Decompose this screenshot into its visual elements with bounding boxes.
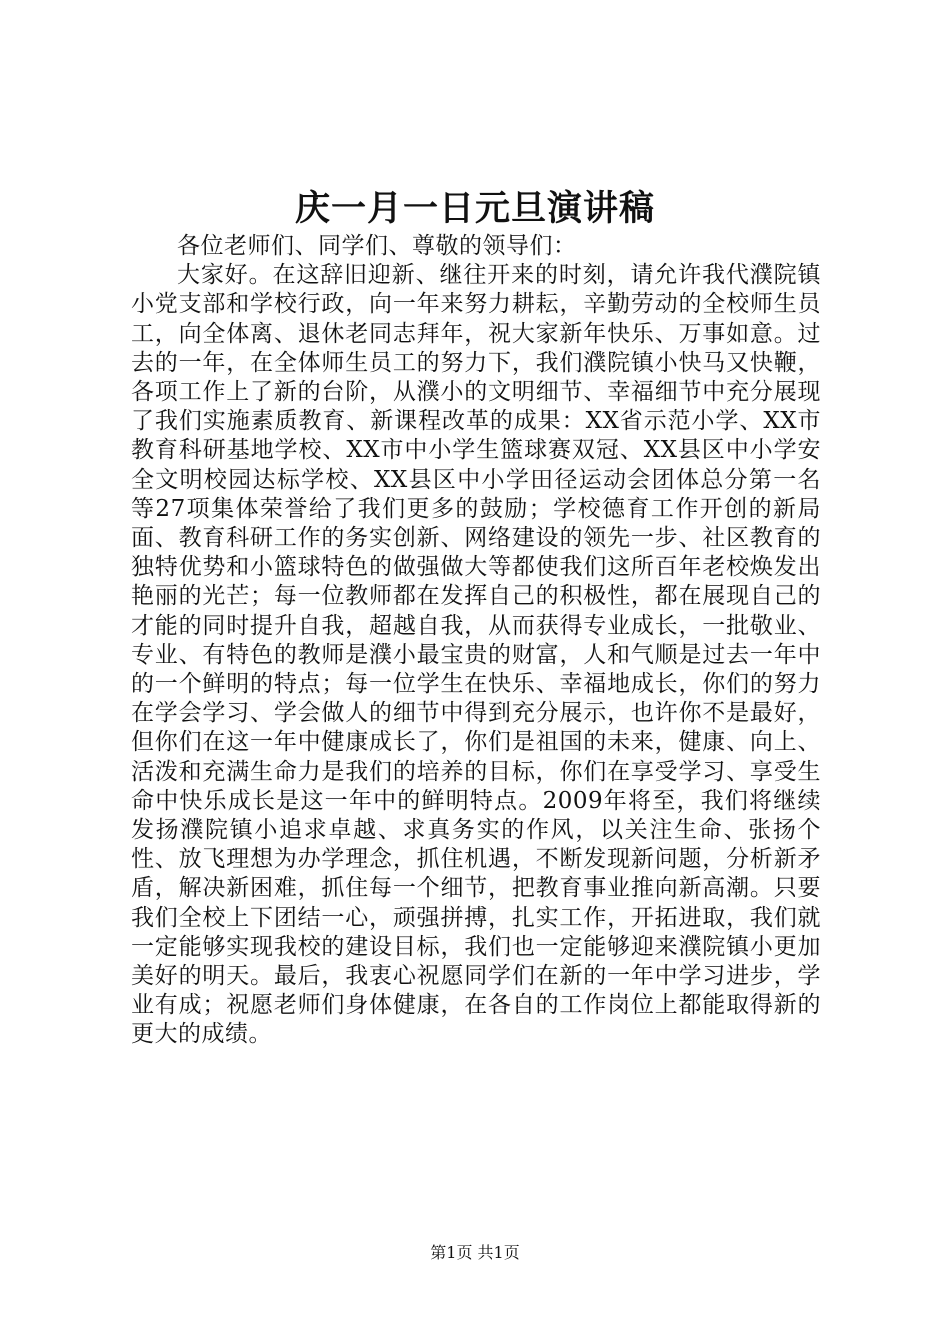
body-paragraph: 大家好。在这辞旧迎新、继往开来的时刻，请允许我代濮院镇小党支部和学校行政，向一年来努力耕耘，辛勤劳动的全校师生员工，向全体离、退休老同志拜年，祝大家新年快乐、万事如意。过去的一年，在全体师生员工的努力下，我们濮院镇小快马又快鞭，各项工作上了新的台阶，从濮小的文明细节、幸福细节中充分展现了我们实施素质教育、新课程改革的成果：XX省示范小学、XX市教育科研基地学校、XX市中小学生篮球赛双冠、XX县区中小学安全文明校园达标学校、XX县区中小学田径运动会团体总分第一名等27项集体荣誉给了我们更多的鼓励；学校德育工作开创的新局面、教育科研工作的务实创新、网络建设的领先一步、社区教育的独特优势和小篮球特色的做强做大等都使我们这所百年老校焕发出艳丽的光芒；每一位教师都在发挥自己的积极性，都在展现自己的才能的同时提升自我，超越自我，从而获得专业成长，一批敬业、专业、有特色的教师是濮小最宝贵的财富，人和气顺是过去一年中的一个鲜明的特点；每一位学生在快乐、幸福地成长，你们的努力在学会学习、学会做人的细节中得到充分展示，也许你不是最好，但你们在这一年中健康成长了，你们是祖国的未来，健康、向上、活泼和充满生命力是我们的培养的目标，你们在享受学习、享受生命中快乐成长是这一年中的鲜明特点。2009年将至，我们将继续发扬濮院镇小追求卓越、求真务实的作风，以关注生命、张扬个性、放飞理想为办学理念，抓住机遇，不断发现新问题，分析新矛盾，解决新困难，抓住每一个细节，把教育事业推向新高潮。只要我们全校上下团结一心，顽强拼搏，扎实工作，开拓进取，我们就一定能够实现我校的建设目标，我们也一定能够迎来濮院镇小更加美好的明天。最后，我衷心祝愿同学们在新的一年中学习进步，学业有成；祝愿老师们身体健康，在各自的工作岗位上都能取得新的更大的成绩。: [131, 262, 821, 1048]
page-number-footer: 第1页 共1页: [430, 1243, 520, 1262]
document-title: 庆一月一日元旦演讲稿: [294, 188, 655, 229]
salutation-paragraph: 各位老师们、同学们、尊敬的领导们：: [177, 233, 577, 259]
document-body: [131, 232, 821, 1050]
